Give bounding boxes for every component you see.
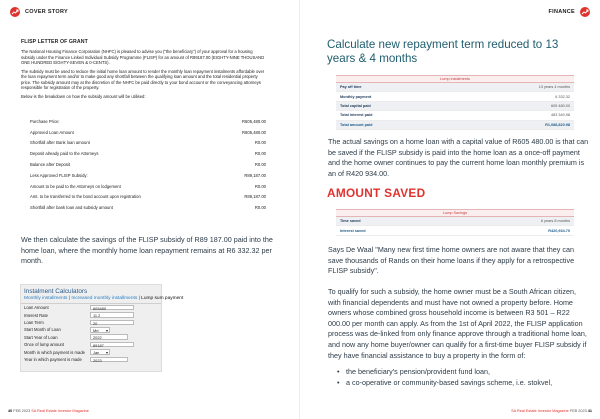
issue-date: FEB 2023 — [13, 409, 31, 413]
start-month-select[interactable]: Mrt ▾ — [90, 327, 110, 333]
breakdown-value: R605,480.00 — [242, 129, 266, 135]
breakdown-value: R0.00 — [254, 140, 266, 146]
row-key: Monthly payment — [340, 94, 372, 99]
breakdown-label: Shortfall after Bank loan amount — [30, 140, 90, 146]
amount-saved-heading: AMOUNT SAVED — [327, 186, 426, 200]
tab-lump-sum[interactable]: Lump sum payment — [141, 296, 184, 301]
trend-up-icon — [10, 7, 20, 17]
page-footer-left — [8, 409, 89, 413]
field-label: Start Year of Loan — [24, 334, 58, 340]
table-row — [336, 92, 574, 101]
calc-row-lump-amount — [21, 341, 161, 348]
field-label: Loan Amount — [24, 305, 49, 311]
breakdown-row — [30, 138, 266, 149]
calc-row-interest-rate — [21, 311, 161, 318]
table-row — [336, 102, 574, 111]
letter-title: FLISP LETTER OF GRANT — [21, 39, 88, 45]
breakdown-value: R89,187.00 — [244, 194, 266, 200]
loan-term-field[interactable]: 20 — [90, 320, 134, 326]
field-label: Once of lump amount — [24, 342, 65, 348]
issue-date: FEB 2023 — [569, 409, 587, 413]
payment-year-field[interactable]: 2023 — [90, 357, 128, 363]
breakdown-row — [30, 116, 266, 127]
field-label: Start Month of Loan — [24, 327, 61, 333]
table-title: Lump instalments — [336, 75, 574, 83]
breakdown-value: R605,480.00 — [242, 118, 266, 124]
payment-month-select[interactable]: Jan ▾ — [90, 349, 110, 355]
table-row — [336, 83, 574, 92]
breakdown-value: R0.00 — [254, 183, 266, 189]
breakdown-label: Approved Loan Amount — [30, 129, 74, 135]
section-header-right — [548, 7, 590, 17]
lump-instalments-table — [336, 75, 574, 130]
row-value: R1,088,820.98 — [545, 122, 570, 127]
row-key: Total capital paid — [340, 103, 371, 108]
page-number: 41 — [587, 409, 592, 413]
row-value: 483 340.98 — [550, 113, 570, 118]
breakdown-row — [30, 148, 266, 159]
breakdown-row — [30, 170, 266, 181]
lump-amount-field[interactable]: 89187 — [90, 342, 134, 348]
calculator-title: Instalment Calculators — [24, 288, 88, 295]
row-value: 6 332.32 — [555, 94, 570, 99]
row-value: 6 years 8 months — [540, 219, 570, 224]
calc-row-loan-term — [21, 319, 161, 326]
calc-row-payment-month — [21, 348, 161, 355]
breakdown-row — [30, 202, 266, 213]
row-value: 605 480.00 — [550, 103, 570, 108]
field-label: Loan Term — [24, 319, 44, 325]
breakdown-value: R0.00 — [254, 151, 266, 157]
row-value: R420,934.70 — [548, 228, 570, 233]
table-row — [336, 226, 574, 235]
body-text: To qualify for such a subsidy, the home owner must be a South African citizen, with financial dependents and must have not owned a property before. Home owners whose combined gross household income is between R3 501 – R22 000.00 per month can apply. As from the 1st of April 2022, the FLISP application process was de-linked from only finance approve through a traditional home loan, and now any home buyer/owner can qualify for a first-time buyer FLISP subsidy if they have financial assistance to buy a property in the form of: — [328, 287, 587, 360]
calc-row-payment-year — [21, 356, 161, 363]
right-page — [300, 0, 600, 419]
row-key: Time saved — [340, 219, 361, 224]
letter-para: The National Housing Finance Corporation (NHFC) is pleased to advise you ("the beneficiary") of your approval for a housing subsidy under the Finance Linked Individual Subsidy Programme (FLISP) for an amount of R89187.00 (EIGHTY-NINE THOUSAND ONE HUNDRED EIGHTY-SEVEN & 0-CENTS). — [21, 49, 265, 65]
breakdown-label: Amt. to be transferred to the bond account upon registration — [30, 194, 141, 200]
section-header-left — [10, 7, 68, 17]
page-number: 40 — [8, 409, 13, 413]
breakdown-label: Shortfall after bank loan and subsidy amount — [30, 205, 113, 211]
tab-separator: | — [137, 296, 142, 301]
breakdown-value: R89,187.00 — [244, 172, 266, 178]
loan-amount-field[interactable]: 605480 — [90, 305, 134, 311]
field-label: Year in which payment is made — [24, 356, 82, 362]
table-row — [336, 111, 574, 120]
eligibility-list — [336, 367, 590, 388]
breakdown-label: Less Approved FLISP Subsidy: — [30, 172, 88, 178]
page-footer-right — [511, 409, 592, 413]
breakdown-row — [30, 192, 266, 203]
breakdown-value: R0.00 — [254, 205, 266, 211]
table-row — [336, 121, 574, 130]
trend-up-icon — [580, 7, 590, 17]
lump-savings-table — [336, 209, 574, 236]
table-title: Lump Savings — [336, 209, 574, 217]
section-label: COVER STORY — [25, 9, 69, 15]
instalment-calculator — [20, 284, 184, 372]
row-key: Total interest paid — [340, 113, 373, 118]
article-headline: Calculate new repayment term reduced to 13 years & 4 months — [327, 38, 559, 65]
body-text: We then calculate the savings of the FLISP subsidy of R89 187.00 paid into the home loan, where the monthly home loan repayment remains at R6 332.32 per month. — [21, 235, 273, 266]
letter-para: Below is the breakdown on how the subsidy amount will be utilised: — [21, 94, 146, 100]
breakdown-row — [30, 181, 266, 192]
calc-row-start-month — [21, 326, 161, 333]
tab-separator: | — [67, 296, 72, 301]
letter-para: The subsidy must be used to reduce the initial home loan amount to render the monthly loan repayment instalments affordable over the loan repayment term and/or to make good any shortfall between the qualifying loan amount and the total residential property price. The subsidy amount may at the discretion of the NHFC be paid directly to your bond account or the conveyancing attorneys responsible for registration of the property. — [21, 69, 265, 91]
row-key: Total amount paid — [340, 122, 373, 127]
magazine-name: SA Real Estate Investor Magazine — [31, 409, 89, 413]
subsidy-breakdown — [30, 116, 266, 213]
magazine-name: SA Real Estate Investor Magazine — [511, 409, 569, 413]
row-key: Pay off time — [340, 85, 362, 90]
tab-increased-installments[interactable]: Increased monthly installments — [71, 296, 138, 301]
body-text: Says De Waal "Many new first time home owners are not aware that they can save thousands of Rands on their home loans if they apply for a retrospective FLISP subsidy". — [328, 245, 575, 276]
calculator-tabs — [21, 296, 184, 304]
field-label: Interest Rate — [24, 312, 48, 318]
breakdown-row — [30, 159, 266, 170]
start-year-field[interactable]: 2022 — [90, 334, 128, 340]
interest-rate-field[interactable]: 11.2 — [90, 312, 134, 318]
breakdown-label: Deposit already paid to the Attorneys — [30, 151, 99, 157]
breakdown-value: R0.00 — [254, 162, 266, 168]
calc-row-loan-amount — [21, 304, 161, 311]
list-item: • the beneficiary's pension/provident fund loan, — [336, 367, 590, 378]
grant-letter — [21, 40, 267, 104]
tab-monthly-installments[interactable]: Monthly installments — [24, 296, 68, 301]
list-item: • a co-operative or community-based savings scheme, i.e. stokvel, — [336, 378, 590, 389]
body-text: The actual savings on a home loan with a capital value of R605 480.00 is that can be saved if the FLISP subsidy is paid into the home loan as a once-off payment and the home owner continues to pay the current home loan monthly premium is an of R420 934.00. — [328, 137, 589, 178]
row-key: Interest saved — [340, 228, 366, 233]
breakdown-label: Balance after Deposit — [30, 162, 71, 168]
section-label: FINANCE — [548, 9, 575, 15]
breakdown-row — [30, 127, 266, 138]
row-value: 13 years 4 months — [538, 85, 570, 90]
field-label: Month in which payment is made — [24, 349, 85, 355]
breakdown-label: Amount to be paid to the Attorneys on lodgement — [30, 183, 121, 189]
table-row — [336, 217, 574, 226]
calc-row-start-year — [21, 334, 161, 341]
breakdown-label: Purchase Price: — [30, 118, 60, 124]
